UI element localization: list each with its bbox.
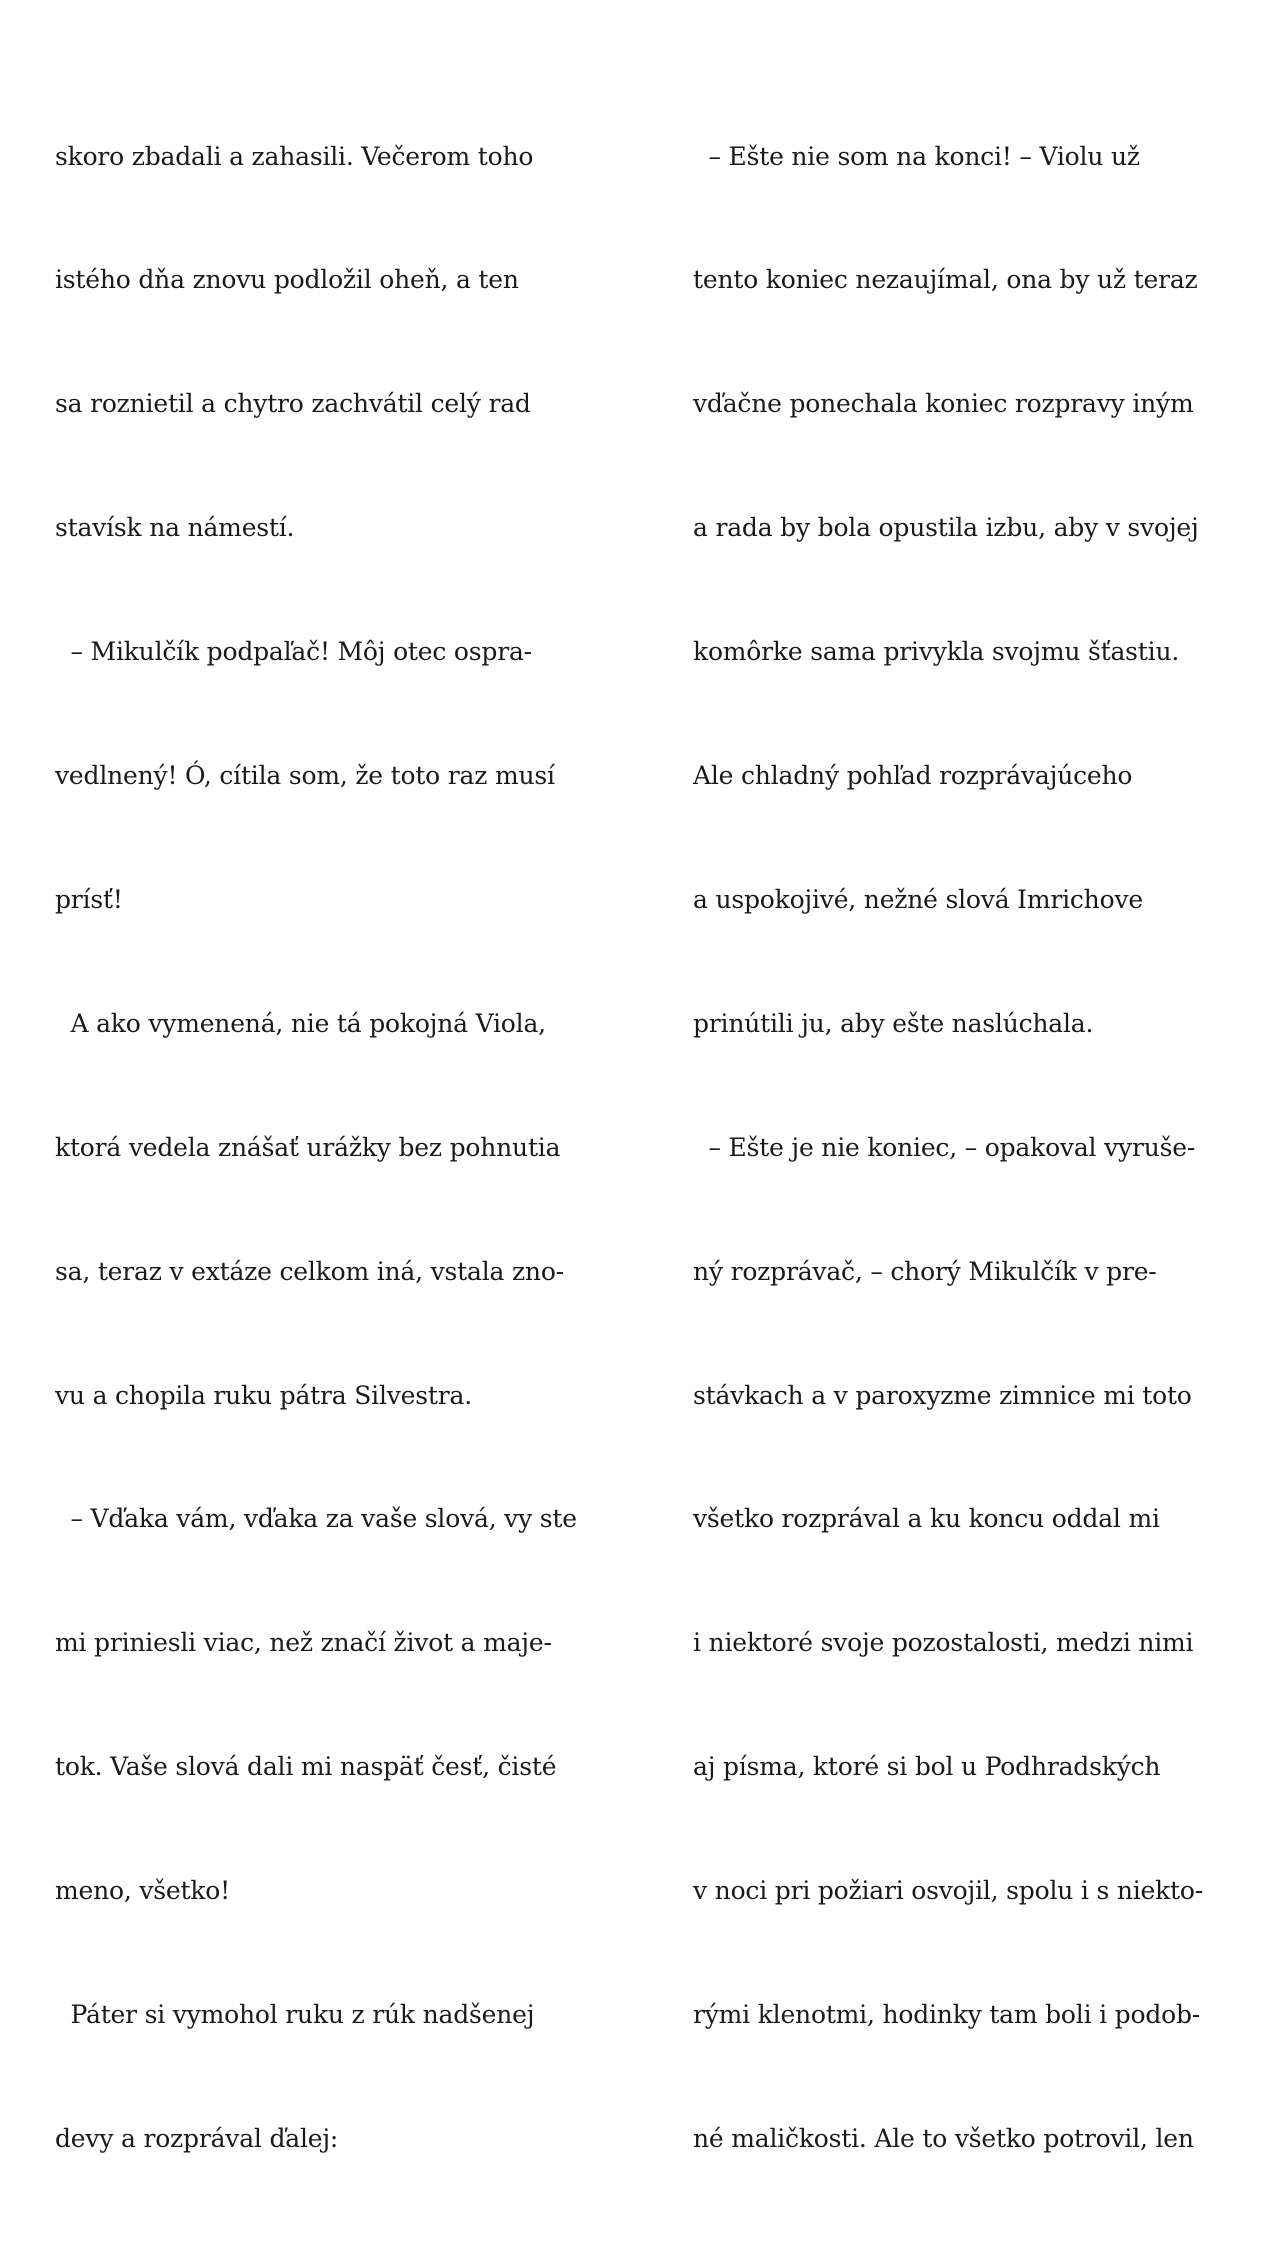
- text-line: – Vďaka vám, vďaka za vaše slová, vy ste: [55, 1504, 577, 1534]
- text-line: skoro zbadali a zahasili. Večerom toho: [55, 141, 534, 171]
- text-line: tento koniec nezaujímal, ona by už teraz: [693, 265, 1198, 295]
- text-line: a rada by bola opustila izbu, aby v svojej: [693, 513, 1199, 543]
- text-line: né maličkosti. Ale to všetko potrovil, len: [693, 2123, 1194, 2153]
- text-line: vďačne ponechala koniec rozpravy iným: [693, 389, 1194, 419]
- left-page[interactable]: [55, 53, 595, 2242]
- text-line: vedlnený! Ó, cítila som, že toto raz musí: [55, 761, 555, 791]
- text-line: rými klenotmi, hodinky tam boli i podob-: [693, 1999, 1201, 2029]
- text-line: – Mikulčík podpaľač! Môj otec ospra-: [55, 637, 532, 667]
- text-line: prísť!: [55, 884, 123, 914]
- text-line: sa roznietil a chytro zachvátil celý rad: [55, 389, 531, 419]
- text-line: tok. Vaše slová dali mi naspäť česť, čisté: [55, 1752, 557, 1782]
- text-line: Ale chladný pohľad rozprávajúceho: [693, 761, 1133, 791]
- text-line: – Ešte nie som na konci! – Violu už: [693, 141, 1140, 171]
- text-line: meno, všetko!: [55, 1876, 230, 1906]
- text-line: ný rozprávač, – chorý Mikulčík v pre-: [693, 1256, 1157, 1286]
- text-line: ktorá vedela znášať urážky bez pohnutia: [55, 1132, 561, 1162]
- text-line: A ako vymenená, nie tá pokojná Viola,: [55, 1008, 546, 1038]
- text-line: a uspokojivé, nežné slová Imrichove: [693, 884, 1143, 914]
- text-line: prinútili ju, aby ešte naslúchala.: [693, 1008, 1094, 1038]
- text-line: Páter si vymohol ruku z rúk nadšenej: [55, 1999, 535, 2029]
- text-line: sa, teraz v extáze celkom iná, vstala zno-: [55, 1256, 564, 1286]
- text-line: stávkach a v paroxyzme zimnice mi toto: [693, 1380, 1192, 1410]
- text-line: aj písma, ktoré si bol u Podhradských: [693, 1752, 1161, 1782]
- text-line: devy a rozprával ďalej:: [55, 2123, 339, 2153]
- text-line: všetko rozprával a ku koncu oddal mi: [693, 1504, 1160, 1534]
- text-line: – Ešte je nie koniec, – opakoval vyruše-: [693, 1132, 1196, 1162]
- text-line: mi priniesli viac, než značí život a maje-: [55, 1628, 552, 1658]
- text-line: v noci pri požiari osvojil, spolu i s niekto-: [693, 1876, 1204, 1906]
- right-page[interactable]: [693, 53, 1233, 2242]
- text-line: i niektoré svoje pozostalosti, medzi nimi: [693, 1628, 1194, 1658]
- text-line: vu a chopila ruku pátra Silvestra.: [55, 1380, 472, 1410]
- text-line: istého dňa znovu podložil oheň, a ten: [55, 265, 519, 295]
- text-line: komôrke sama privykla svojmu šťastiu.: [693, 637, 1180, 667]
- text-line: stavísk na námestí.: [55, 513, 295, 543]
